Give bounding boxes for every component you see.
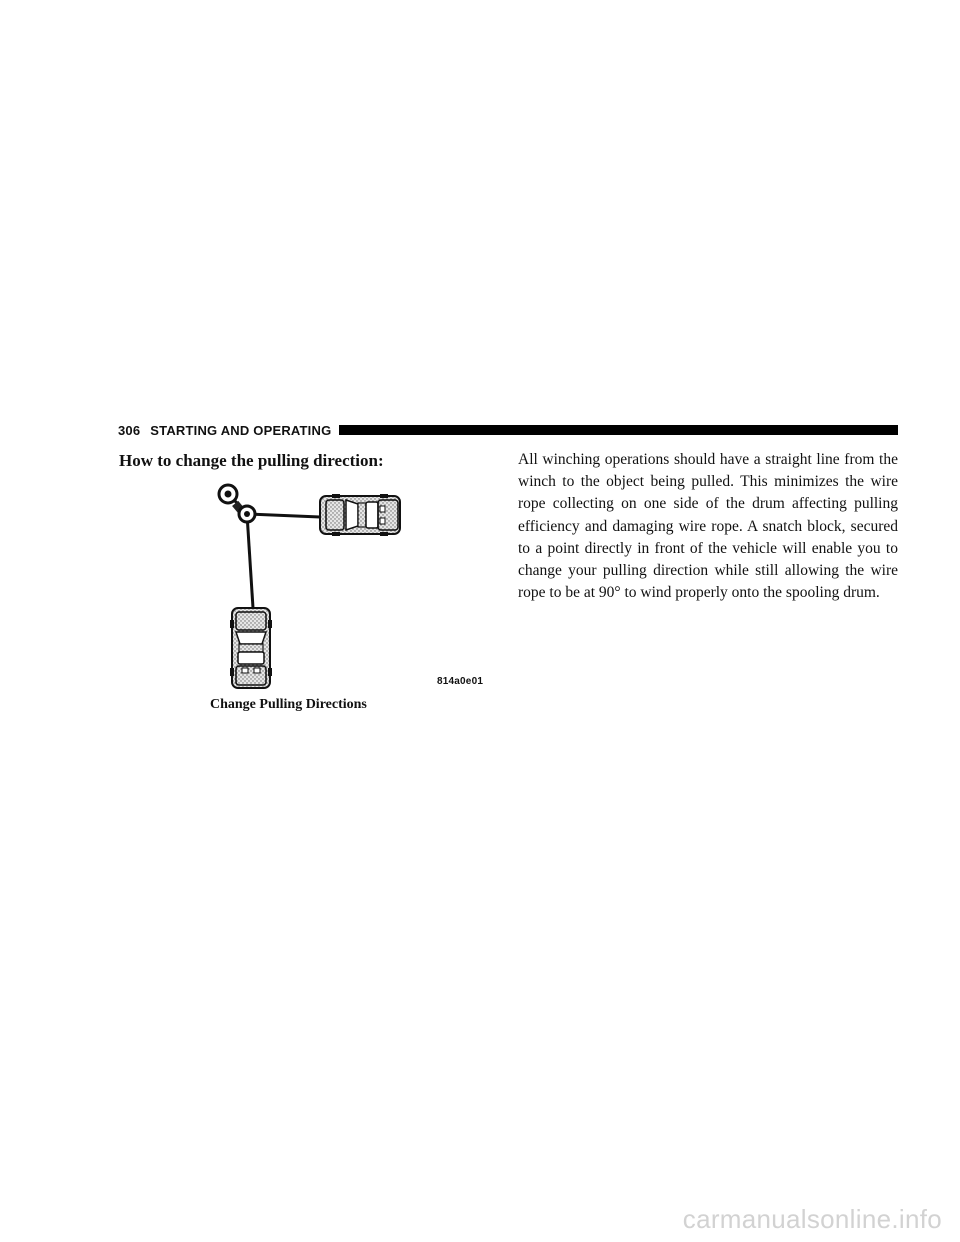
header-rule — [339, 425, 898, 435]
pulling-direction-diagram — [210, 480, 510, 690]
page-number: 306 — [118, 422, 141, 438]
watermark: carmanualsonline.info — [682, 1204, 942, 1234]
winching-vehicle-icon — [230, 608, 272, 688]
figure-code: 814a0e01 — [437, 676, 484, 687]
figure-caption: Change Pulling Directions — [210, 697, 367, 712]
page-header — [118, 420, 898, 440]
anchored-vehicle-icon — [320, 494, 400, 536]
body-paragraph: All winching operations should have a straight line from the winch to the object being pulled. This minimizes the wire rope collecting on one side of the drum affecting pulling efficiency and damaging wire rope. A snatch block, secured to a point directly in front of the vehicle will enable you to change your pulling direction while still allowing the wire rope to be at 90° to wind properly onto the spooling drum. — [518, 451, 898, 602]
snatch-block-icon — [232, 501, 255, 522]
anchor-point-icon — [219, 485, 237, 503]
wire-rope-horizontal — [247, 514, 320, 517]
subheading: How to change the pulling direction: — [119, 451, 384, 470]
section-title: STARTING AND OPERATING — [150, 422, 332, 438]
pulling-direction-figure — [210, 480, 510, 690]
wire-rope-vertical — [247, 514, 253, 608]
